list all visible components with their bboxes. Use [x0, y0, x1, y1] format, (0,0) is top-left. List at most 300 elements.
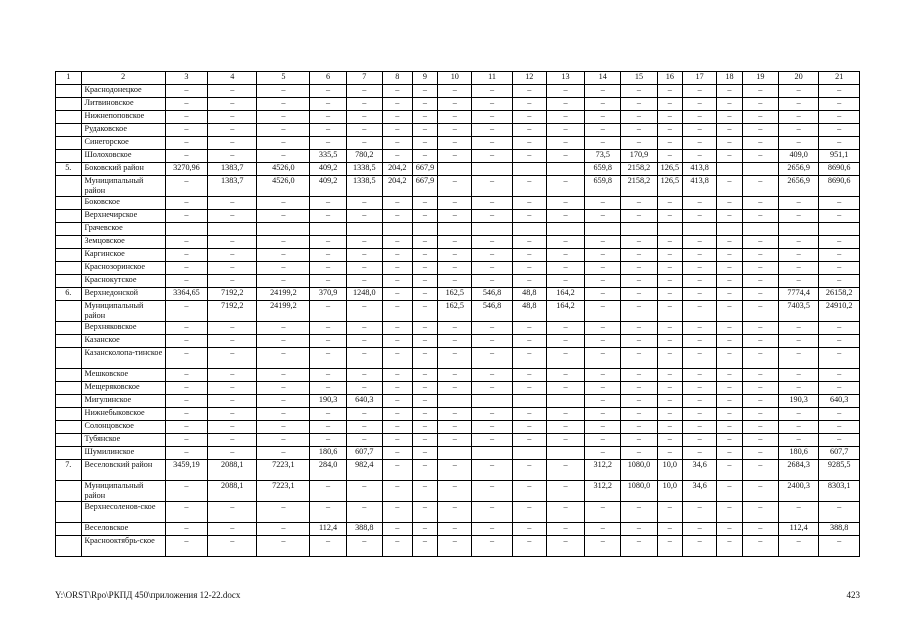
- value-cell: 7403,5: [778, 301, 818, 322]
- row-name: Боковский район: [81, 163, 165, 176]
- value-cell: –: [165, 523, 208, 536]
- value-cell: –: [683, 322, 717, 335]
- header-cell: 20: [778, 72, 818, 85]
- value-cell: –: [717, 369, 743, 382]
- value-cell: –: [310, 481, 346, 502]
- value-cell: –: [585, 335, 621, 348]
- value-cell: –: [257, 523, 310, 536]
- header-cell: 2: [81, 72, 165, 85]
- table-row: [56, 236, 860, 249]
- value-cell: 1338,5: [346, 163, 382, 176]
- row-name: Муниципальный район: [81, 481, 165, 502]
- value-cell: –: [512, 502, 546, 523]
- header-cell: 10: [438, 72, 472, 85]
- value-cell: –: [257, 502, 310, 523]
- value-cell: –: [546, 434, 584, 447]
- value-cell: –: [165, 150, 208, 163]
- value-cell: 546,8: [472, 301, 512, 322]
- row-name: Верхнесоленов-ское: [81, 502, 165, 523]
- value-cell: –: [657, 262, 683, 275]
- value-cell: –: [717, 382, 743, 395]
- value-cell: –: [742, 288, 778, 301]
- value-cell: –: [208, 395, 257, 408]
- value-cell: –: [683, 98, 717, 111]
- value-cell: –: [717, 236, 743, 249]
- row-number: 6.: [56, 288, 82, 301]
- row-number: [56, 335, 82, 348]
- value-cell: –: [742, 137, 778, 150]
- value-cell: –: [208, 210, 257, 223]
- value-cell: 3459,19: [165, 460, 208, 481]
- value-cell: –: [382, 150, 412, 163]
- row-name: Рудаковское: [81, 124, 165, 137]
- value-cell: –: [819, 111, 860, 124]
- value-cell: –: [310, 210, 346, 223]
- value-cell: –: [257, 408, 310, 421]
- value-cell: –: [819, 137, 860, 150]
- value-cell: –: [310, 262, 346, 275]
- value-cell: –: [346, 137, 382, 150]
- value-cell: –: [346, 434, 382, 447]
- value-cell: 667,9: [412, 176, 438, 197]
- value-cell: –: [621, 262, 657, 275]
- value-cell: 335,5: [310, 150, 346, 163]
- value-cell: –: [165, 322, 208, 335]
- row-number: [56, 434, 82, 447]
- table-row: [56, 523, 860, 536]
- value-cell: –: [472, 460, 512, 481]
- value-cell: –: [585, 98, 621, 111]
- header-cell: 12: [512, 72, 546, 85]
- value-cell: –: [472, 421, 512, 434]
- table-row: [56, 408, 860, 421]
- value-cell: –: [819, 502, 860, 523]
- value-cell: –: [621, 523, 657, 536]
- value-cell: –: [438, 408, 472, 421]
- value-cell: 409,0: [778, 150, 818, 163]
- value-cell: –: [208, 322, 257, 335]
- value-cell: –: [257, 137, 310, 150]
- value-cell: –: [683, 536, 717, 557]
- value-cell: –: [412, 322, 438, 335]
- value-cell: –: [683, 434, 717, 447]
- value-cell: –: [621, 301, 657, 322]
- value-cell: 640,3: [346, 395, 382, 408]
- row-name: Земцовское: [81, 236, 165, 249]
- row-number: [56, 447, 82, 460]
- value-cell: –: [472, 124, 512, 137]
- value-cell: –: [412, 348, 438, 369]
- value-cell: –: [346, 369, 382, 382]
- header-cell: 17: [683, 72, 717, 85]
- header-cell: 9: [412, 72, 438, 85]
- row-number: [56, 223, 82, 236]
- table-row: [56, 85, 860, 98]
- value-cell: 2656,9: [778, 176, 818, 197]
- value-cell: [472, 447, 512, 460]
- value-cell: –: [165, 111, 208, 124]
- value-cell: 2158,2: [621, 176, 657, 197]
- value-cell: 607,7: [819, 447, 860, 460]
- value-cell: [346, 223, 382, 236]
- value-cell: –: [412, 85, 438, 98]
- value-cell: –: [657, 275, 683, 288]
- value-cell: 7192,2: [208, 288, 257, 301]
- value-cell: –: [683, 197, 717, 210]
- value-cell: –: [657, 98, 683, 111]
- row-number: [56, 262, 82, 275]
- value-cell: –: [717, 249, 743, 262]
- value-cell: –: [742, 434, 778, 447]
- value-cell: 7223,1: [257, 460, 310, 481]
- value-cell: –: [657, 137, 683, 150]
- value-cell: 8690,6: [819, 176, 860, 197]
- value-cell: –: [346, 502, 382, 523]
- value-cell: –: [819, 236, 860, 249]
- value-cell: –: [778, 421, 818, 434]
- table-row: [56, 481, 860, 502]
- value-cell: –: [346, 536, 382, 557]
- value-cell: –: [717, 408, 743, 421]
- value-cell: –: [621, 382, 657, 395]
- value-cell: –: [742, 536, 778, 557]
- value-cell: –: [346, 262, 382, 275]
- value-cell: [683, 223, 717, 236]
- value-cell: 9285,5: [819, 460, 860, 481]
- value-cell: –: [165, 275, 208, 288]
- value-cell: –: [382, 460, 412, 481]
- value-cell: –: [683, 288, 717, 301]
- value-cell: –: [819, 98, 860, 111]
- value-cell: –: [512, 111, 546, 124]
- value-cell: –: [310, 275, 346, 288]
- value-cell: [438, 447, 472, 460]
- value-cell: –: [382, 98, 412, 111]
- header-cell: 1: [56, 72, 82, 85]
- value-cell: 780,2: [346, 150, 382, 163]
- value-cell: –: [819, 275, 860, 288]
- table-row: [56, 434, 860, 447]
- value-cell: 48,8: [512, 301, 546, 322]
- value-cell: –: [657, 335, 683, 348]
- value-cell: –: [657, 288, 683, 301]
- value-cell: –: [657, 369, 683, 382]
- value-cell: –: [512, 434, 546, 447]
- value-cell: –: [512, 249, 546, 262]
- value-cell: –: [742, 210, 778, 223]
- row-number: [56, 210, 82, 223]
- value-cell: –: [257, 111, 310, 124]
- value-cell: –: [382, 197, 412, 210]
- value-cell: –: [257, 197, 310, 210]
- row-name: Верхнедонской: [81, 288, 165, 301]
- value-cell: –: [657, 124, 683, 137]
- value-cell: –: [208, 536, 257, 557]
- value-cell: –: [165, 395, 208, 408]
- value-cell: –: [546, 236, 584, 249]
- value-cell: –: [438, 111, 472, 124]
- value-cell: –: [472, 111, 512, 124]
- value-cell: –: [512, 176, 546, 197]
- table-row: [56, 124, 860, 137]
- value-cell: –: [208, 150, 257, 163]
- value-cell: 7192,2: [208, 301, 257, 322]
- value-cell: –: [585, 523, 621, 536]
- value-cell: –: [512, 98, 546, 111]
- value-cell: –: [683, 382, 717, 395]
- value-cell: –: [438, 197, 472, 210]
- value-cell: –: [472, 481, 512, 502]
- value-cell: 409,2: [310, 163, 346, 176]
- value-cell: –: [742, 262, 778, 275]
- value-cell: –: [472, 275, 512, 288]
- value-cell: –: [546, 124, 584, 137]
- value-cell: –: [382, 408, 412, 421]
- value-cell: –: [778, 111, 818, 124]
- value-cell: –: [208, 523, 257, 536]
- header-cell: 7: [346, 72, 382, 85]
- value-cell: –: [165, 369, 208, 382]
- row-name: Нижнебыковское: [81, 408, 165, 421]
- value-cell: 1383,7: [208, 163, 257, 176]
- value-cell: [742, 163, 778, 176]
- value-cell: –: [257, 98, 310, 111]
- value-cell: –: [382, 395, 412, 408]
- row-number: [56, 176, 82, 197]
- value-cell: –: [657, 111, 683, 124]
- value-cell: –: [472, 408, 512, 421]
- value-cell: –: [512, 536, 546, 557]
- value-cell: –: [819, 434, 860, 447]
- value-cell: –: [819, 124, 860, 137]
- value-cell: –: [778, 210, 818, 223]
- value-cell: –: [165, 236, 208, 249]
- value-cell: –: [657, 301, 683, 322]
- value-cell: –: [742, 176, 778, 197]
- value-cell: –: [346, 335, 382, 348]
- value-cell: –: [546, 408, 584, 421]
- value-cell: –: [382, 335, 412, 348]
- value-cell: –: [546, 262, 584, 275]
- value-cell: –: [412, 210, 438, 223]
- value-cell: –: [683, 262, 717, 275]
- value-cell: –: [621, 395, 657, 408]
- value-cell: 26158,2: [819, 288, 860, 301]
- value-cell: –: [546, 275, 584, 288]
- value-cell: –: [346, 236, 382, 249]
- value-cell: –: [346, 111, 382, 124]
- table-row: [56, 395, 860, 408]
- value-cell: –: [683, 408, 717, 421]
- value-cell: 951,1: [819, 150, 860, 163]
- value-cell: –: [683, 236, 717, 249]
- value-cell: –: [717, 275, 743, 288]
- row-number: [56, 523, 82, 536]
- value-cell: –: [165, 348, 208, 369]
- value-cell: –: [346, 210, 382, 223]
- value-cell: –: [585, 502, 621, 523]
- value-cell: –: [819, 335, 860, 348]
- value-cell: –: [412, 197, 438, 210]
- value-cell: –: [310, 434, 346, 447]
- value-cell: –: [683, 421, 717, 434]
- value-cell: –: [621, 447, 657, 460]
- value-cell: 204,2: [382, 176, 412, 197]
- value-cell: –: [472, 523, 512, 536]
- value-cell: 312,2: [585, 460, 621, 481]
- value-cell: 162,5: [438, 301, 472, 322]
- value-cell: –: [208, 275, 257, 288]
- value-cell: –: [310, 197, 346, 210]
- value-cell: –: [742, 481, 778, 502]
- value-cell: [208, 223, 257, 236]
- value-cell: –: [382, 369, 412, 382]
- value-cell: –: [257, 322, 310, 335]
- value-cell: –: [778, 382, 818, 395]
- value-cell: –: [621, 275, 657, 288]
- row-number: [56, 502, 82, 523]
- value-cell: –: [621, 408, 657, 421]
- value-cell: –: [382, 421, 412, 434]
- value-cell: [472, 395, 512, 408]
- value-cell: –: [621, 236, 657, 249]
- value-cell: –: [512, 348, 546, 369]
- value-cell: [717, 163, 743, 176]
- value-cell: [472, 163, 512, 176]
- row-name: Боковское: [81, 197, 165, 210]
- value-cell: 180,6: [778, 447, 818, 460]
- value-cell: –: [778, 262, 818, 275]
- value-cell: –: [512, 275, 546, 288]
- value-cell: –: [683, 85, 717, 98]
- value-cell: –: [621, 369, 657, 382]
- value-cell: –: [165, 481, 208, 502]
- row-name: Мещеряковское: [81, 382, 165, 395]
- value-cell: –: [546, 382, 584, 395]
- value-cell: –: [657, 502, 683, 523]
- table-row: [56, 288, 860, 301]
- value-cell: –: [546, 536, 584, 557]
- value-cell: –: [438, 275, 472, 288]
- value-cell: –: [208, 197, 257, 210]
- table-row: [56, 163, 860, 176]
- value-cell: –: [742, 335, 778, 348]
- value-cell: –: [438, 434, 472, 447]
- value-cell: –: [382, 288, 412, 301]
- value-cell: 1383,7: [208, 176, 257, 197]
- value-cell: –: [621, 502, 657, 523]
- value-cell: –: [438, 137, 472, 150]
- value-cell: –: [621, 536, 657, 557]
- value-cell: –: [742, 124, 778, 137]
- value-cell: –: [472, 249, 512, 262]
- value-cell: –: [512, 408, 546, 421]
- value-cell: –: [472, 98, 512, 111]
- value-cell: –: [546, 481, 584, 502]
- value-cell: –: [512, 85, 546, 98]
- value-cell: –: [346, 301, 382, 322]
- header-cell: 15: [621, 72, 657, 85]
- row-number: [56, 322, 82, 335]
- table-row: [56, 197, 860, 210]
- value-cell: [438, 395, 472, 408]
- value-cell: –: [546, 98, 584, 111]
- value-cell: –: [310, 111, 346, 124]
- value-cell: –: [412, 536, 438, 557]
- value-cell: 2400,3: [778, 481, 818, 502]
- value-cell: –: [742, 275, 778, 288]
- value-cell: –: [717, 434, 743, 447]
- value-cell: 2088,1: [208, 460, 257, 481]
- value-cell: –: [382, 210, 412, 223]
- value-cell: –: [657, 85, 683, 98]
- row-number: [56, 369, 82, 382]
- row-name: Шумилинское: [81, 447, 165, 460]
- value-cell: –: [382, 348, 412, 369]
- value-cell: –: [382, 523, 412, 536]
- value-cell: 659,8: [585, 163, 621, 176]
- value-cell: [382, 223, 412, 236]
- value-cell: –: [585, 447, 621, 460]
- value-cell: –: [657, 197, 683, 210]
- value-cell: –: [778, 348, 818, 369]
- value-cell: –: [257, 421, 310, 434]
- value-cell: –: [819, 197, 860, 210]
- header-cell: 6: [310, 72, 346, 85]
- header-cell: 3: [165, 72, 208, 85]
- header-row: [56, 72, 860, 85]
- value-cell: –: [382, 111, 412, 124]
- value-cell: –: [742, 150, 778, 163]
- value-cell: –: [257, 369, 310, 382]
- value-cell: –: [546, 322, 584, 335]
- value-cell: 10,0: [657, 460, 683, 481]
- value-cell: –: [412, 111, 438, 124]
- value-cell: –: [717, 262, 743, 275]
- value-cell: –: [717, 481, 743, 502]
- value-cell: –: [621, 98, 657, 111]
- table-row: [56, 382, 860, 395]
- value-cell: –: [438, 335, 472, 348]
- value-cell: –: [512, 382, 546, 395]
- value-cell: –: [778, 322, 818, 335]
- value-cell: –: [310, 502, 346, 523]
- value-cell: –: [512, 322, 546, 335]
- value-cell: 73,5: [585, 150, 621, 163]
- value-cell: –: [778, 408, 818, 421]
- value-cell: 3270,96: [165, 163, 208, 176]
- value-cell: 413,8: [683, 176, 717, 197]
- row-name: Казансколопа-тинское: [81, 348, 165, 369]
- value-cell: –: [778, 85, 818, 98]
- value-cell: –: [472, 137, 512, 150]
- value-cell: –: [257, 382, 310, 395]
- value-cell: –: [778, 137, 818, 150]
- value-cell: –: [512, 210, 546, 223]
- value-cell: –: [717, 536, 743, 557]
- value-cell: –: [683, 395, 717, 408]
- value-cell: –: [382, 85, 412, 98]
- value-cell: –: [819, 85, 860, 98]
- value-cell: –: [819, 262, 860, 275]
- value-cell: –: [346, 275, 382, 288]
- value-cell: 10,0: [657, 481, 683, 502]
- value-cell: –: [346, 382, 382, 395]
- table-row: [56, 369, 860, 382]
- page-number: 423: [846, 590, 860, 600]
- value-cell: –: [438, 460, 472, 481]
- value-cell: 24199,2: [257, 288, 310, 301]
